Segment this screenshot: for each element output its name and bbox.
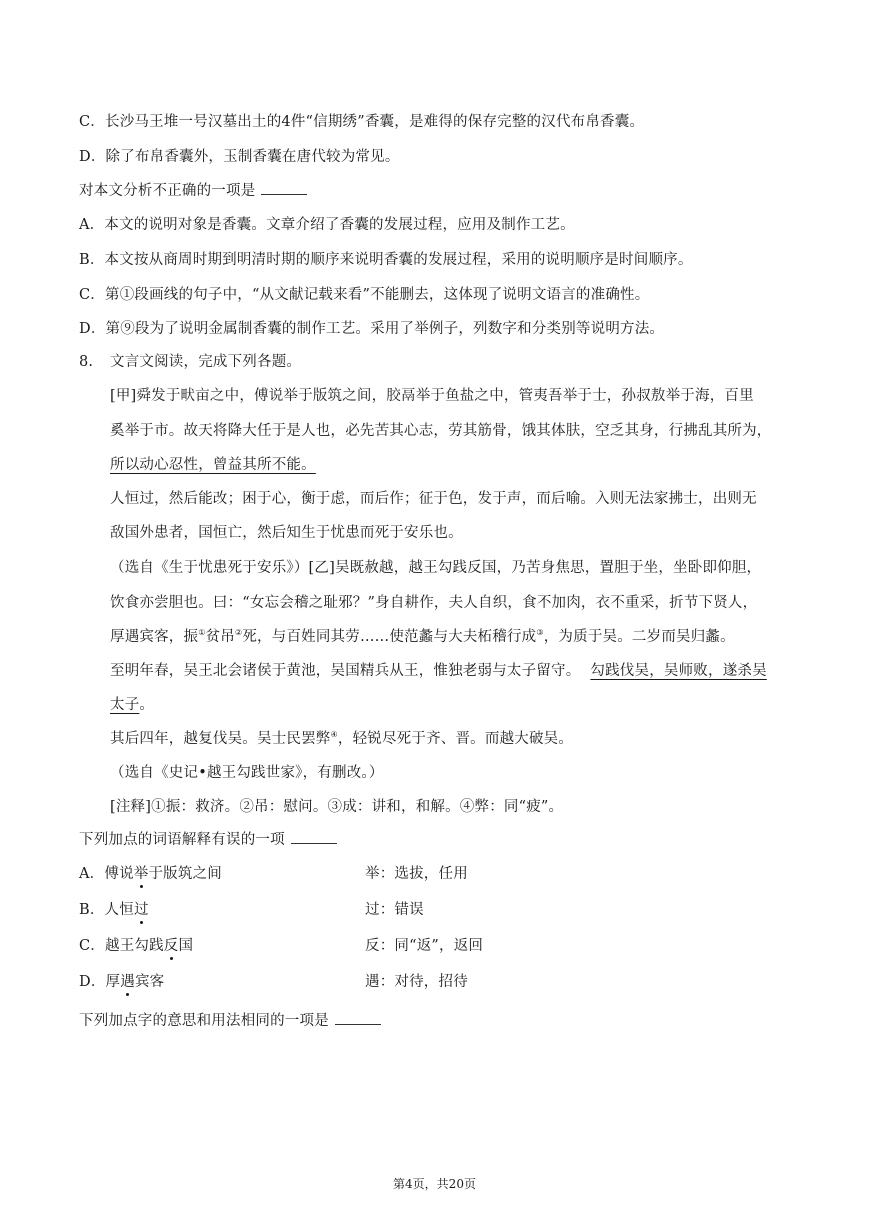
- passage-jia-line-1: [甲]舜发于畎亩之中，傅说举于版筑之间，胶鬲举于鱼盐之中，管夷吾举于士，孙叔敖举于海，百里: [110, 388, 754, 404]
- passage-jia-line-4: 人恒过，然后能改；困于心，衡于虑，而后作；征于色，发于声，而后喻。入则无法家拂士，出则无: [110, 491, 757, 507]
- question-word-meaning-text: 下列加点的词语解释有误的一项: [79, 832, 285, 848]
- question-analysis: [79, 181, 307, 201]
- dotted-char: 举: [133, 866, 149, 882]
- yi-3-part-a: 厚遇宾客，振: [110, 629, 199, 645]
- word-option-explain: 反：同“返”，返回: [365, 938, 484, 954]
- note-marker-1: ①: [198, 628, 206, 638]
- option-d-previous: D．除了布帛香囊外，玉制香囊在唐代较为常见。: [79, 149, 400, 165]
- question-char-usage: [79, 1011, 381, 1031]
- dotted-char: 反: [163, 938, 179, 954]
- word-option-post: 宾客: [134, 974, 165, 990]
- passage-yi-line-6: [110, 729, 573, 749]
- word-option-d[interactable]: [79, 972, 779, 992]
- question-word-meaning: [79, 830, 337, 850]
- option-c-previous: C．长沙马王堆一号汉墓出土的4件“信期绣”香囊，是难得的保存完整的汉代布帛香囊。: [79, 114, 645, 130]
- question-char-usage-text: 下列加点字的意思和用法相同的一项是: [79, 1013, 329, 1029]
- word-option-pre: B．人恒: [79, 902, 134, 918]
- answer-blank[interactable]: [335, 1012, 381, 1025]
- yi-5-period: 。: [139, 697, 155, 713]
- passage-yi-source: （选自《史记•越王勾践世家》，有删改。）: [110, 765, 384, 781]
- yi-3-part-d: ，为质于吴。二岁而吴归蠡。: [543, 629, 735, 645]
- question-8-title: 文言文阅读，完成下列各题。: [110, 354, 302, 370]
- note-marker-4: ④: [330, 730, 338, 740]
- passage-yi-line-1: （选自《生于忧患死于安乐》）[乙]吴既赦越，越王勾践反国，乃苦身焦思，置胆于坐，坐卧即仰胆，: [110, 560, 762, 576]
- word-option-c[interactable]: [79, 936, 779, 956]
- dotted-char: 遇: [120, 974, 135, 990]
- analysis-option-b: B．本文按从商周时期到明清时期的顺序来说明香囊的发展过程，采用的说明顺序是时间顺序。: [79, 252, 693, 268]
- passage-jia-line-5: 敌国外患者，国恒亡，然后知生于忧患而死于安乐也。: [110, 525, 463, 541]
- passage-yi-line-4: [110, 661, 767, 681]
- word-option-pre: C．越王勾践: [79, 938, 164, 954]
- answer-blank[interactable]: [261, 182, 307, 195]
- word-option-post: 国: [178, 938, 194, 954]
- yi-3-part-b: 贫吊: [205, 629, 235, 645]
- question-8-number: 8.: [79, 354, 94, 370]
- analysis-option-d: D．第⑨段为了说明金属制香囊的制作工艺。采用了举例子，列数字和分类别等说明方法。: [79, 321, 665, 337]
- note-marker-3: ③: [536, 628, 544, 638]
- word-option-explain: 遇：对待，招待: [365, 974, 468, 990]
- yi-3-part-c: 死，与百姓同其劳……使范蠡与大夫柘稽行成: [242, 629, 537, 645]
- passage-notes: [注释]①振：救济。②吊：慰问。③成：讲和，和解。④弊：同“疲”。: [110, 799, 564, 815]
- yi-6-part-b: ，轻锐尽死于齐、晋。而越大破吴。: [337, 731, 574, 747]
- word-option-pre: A．傅说: [79, 866, 134, 882]
- yi-5-underlined: 太子: [110, 697, 140, 713]
- passage-jia-line-2: 奚举于市。故天将降大任于是人也，必先苦其心志，劳其筋骨，饿其体肤，空乏其身，行拂乱其所为，: [110, 423, 772, 439]
- yi-6-part-a: 其后四年，越复伐吴。吴士民罢弊: [110, 731, 331, 747]
- passage-yi-line-5: [110, 695, 154, 715]
- question-analysis-text: 对本文分析不正确的一项是: [79, 183, 256, 199]
- analysis-option-a: A．本文的说明对象是香囊。文章介绍了香囊的发展过程，应用及制作工艺。: [79, 217, 575, 233]
- analysis-option-c: C．第①段画线的句子中，“从文献记载来看”不能删去，这体现了说明文语言的准确性。: [79, 287, 650, 303]
- passage-jia-underlined-line: 所以动心忍性，曾益其所不能。: [110, 457, 316, 473]
- word-option-b[interactable]: [79, 900, 779, 920]
- word-option-a[interactable]: [79, 864, 779, 884]
- word-option-explain: 过：错误: [365, 902, 424, 918]
- word-option-explain: 举：选拔，任用: [365, 866, 468, 882]
- answer-blank[interactable]: [291, 831, 337, 844]
- yi-4-part-a: 至明年春，吴王北会诸侯于黄池，吴国精兵从王，惟独老弱与太子留守。: [110, 663, 581, 679]
- word-option-pre: D．厚: [79, 974, 121, 990]
- passage-yi-line-3: [110, 627, 735, 647]
- word-option-post: 于版筑之间: [148, 866, 222, 882]
- page-footer: 第4页，共20页: [393, 1177, 476, 1191]
- passage-yi-line-2: 饮食亦尝胆也。曰：“女忘会稽之耻邪？”身自耕作，夫人自织，食不加肉，衣不重采，折节下贤人，: [110, 595, 758, 611]
- note-marker-2: ②: [234, 628, 243, 638]
- yi-4-underlined: 勾践伐吴，吴师败，遂杀吴: [590, 663, 767, 679]
- dotted-char: 过: [133, 902, 149, 918]
